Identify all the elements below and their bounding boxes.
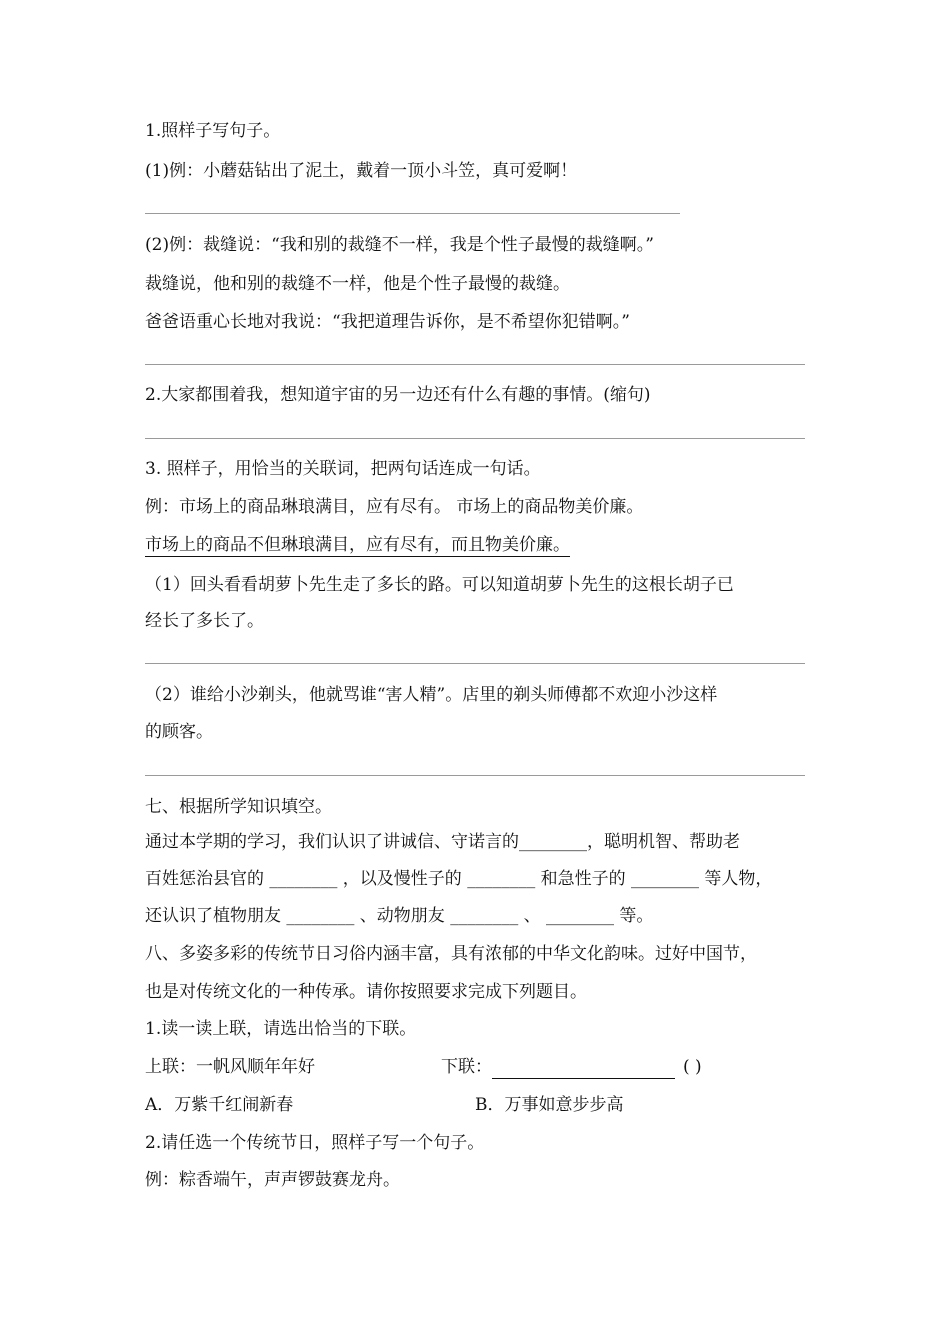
answer-paren[interactable]: ( ) — [683, 1057, 702, 1077]
q3-example-answer — [145, 533, 570, 557]
q1-task-sentence: 爸爸语重心长地对我说：“我把道理告诉你，是不希望你犯错啊。” — [145, 312, 630, 332]
q1-example-1: (1)例：小蘑菇钻出了泥土，戴着一顶小斗笠，真可爱啊！ — [145, 161, 578, 181]
upper-couplet: 上联：一帆风顺年年好 — [145, 1057, 315, 1077]
lower-couplet-row — [441, 1055, 702, 1079]
option-a[interactable]: A．万紫千红闹新春 — [145, 1095, 294, 1115]
section7-line2: 百姓惩治县官的 ________ ，以及慢性子的 ________ 和急性子的 ________ 等人物， — [145, 869, 773, 889]
section8-q1-title: 1.读一读上联，请选出恰当的下联。 — [145, 1019, 417, 1039]
lower-couplet-blank[interactable] — [492, 1060, 675, 1079]
section7-title: 七、根据所学知识填空。 — [145, 797, 332, 817]
section7-line1: 通过本学期的学习，我们认识了讲诚信、守诺言的________，聪明机智、帮助老 — [145, 832, 740, 852]
section7-line3: 还认识了植物朋友 ________ 、动物朋友 ________ 、 ________ 等。 — [145, 906, 654, 926]
section8-title-line2: 也是对传统文化的一种传承。请你按照要求完成下列题目。 — [145, 982, 587, 1002]
answer-line-q3-1[interactable] — [145, 663, 805, 664]
q3-item1-line2: 经长了多长了。 — [145, 611, 264, 631]
answer-line-q2[interactable] — [145, 438, 805, 439]
q3-item1-line1: （1）回头看看胡萝卜先生走了多长的路。可以知道胡萝卜先生的这根长胡子已 — [145, 575, 734, 595]
option-b[interactable]: B．万事如意步步高 — [475, 1095, 624, 1115]
q1-example-2-answer: 裁缝说，他和别的裁缝不一样，他是个性子最慢的裁缝。 — [145, 274, 570, 294]
q3-item2-line1: （2）谁给小沙剃头，他就骂谁“害人精”。店里的剃头师傅都不欢迎小沙这样 — [145, 685, 718, 705]
answer-line-q1-2[interactable] — [145, 364, 805, 365]
section8-q2-example: 例：粽香端午，声声锣鼓赛龙舟。 — [145, 1170, 400, 1190]
q2-title: 2.大家都围着我，想知道宇宙的另一边还有什么有趣的事情。(缩句) — [145, 385, 651, 405]
q1-example-2: (2)例：裁缝说：“我和别的裁缝不一样，我是个性子最慢的裁缝啊。” — [145, 235, 654, 255]
section8-q2-title: 2.请任选一个传统节日，照样子写一个句子。 — [145, 1133, 485, 1153]
answer-line-q3-2[interactable] — [145, 775, 805, 776]
q1-title: 1.照样子写句子。 — [145, 121, 281, 141]
lower-couplet-label: 下联： — [441, 1057, 492, 1077]
section8-title-line1: 八、多姿多彩的传统节日习俗内涵丰富，具有浓郁的中华文化韵味。过好中国节， — [145, 944, 757, 964]
q3-item2-line2: 的顾客。 — [145, 722, 213, 742]
q3-title: 3. 照样子，用恰当的关联词，把两句话连成一句话。 — [145, 459, 541, 479]
q3-example: 例：市场上的商品琳琅满目，应有尽有。 市场上的商品物美价廉。 — [145, 497, 644, 517]
answer-line-q1-1[interactable] — [145, 213, 680, 214]
q3-example-answer-text: 市场上的商品不但琳琅满目，应有尽有，而且物美价廉。 — [145, 535, 570, 555]
